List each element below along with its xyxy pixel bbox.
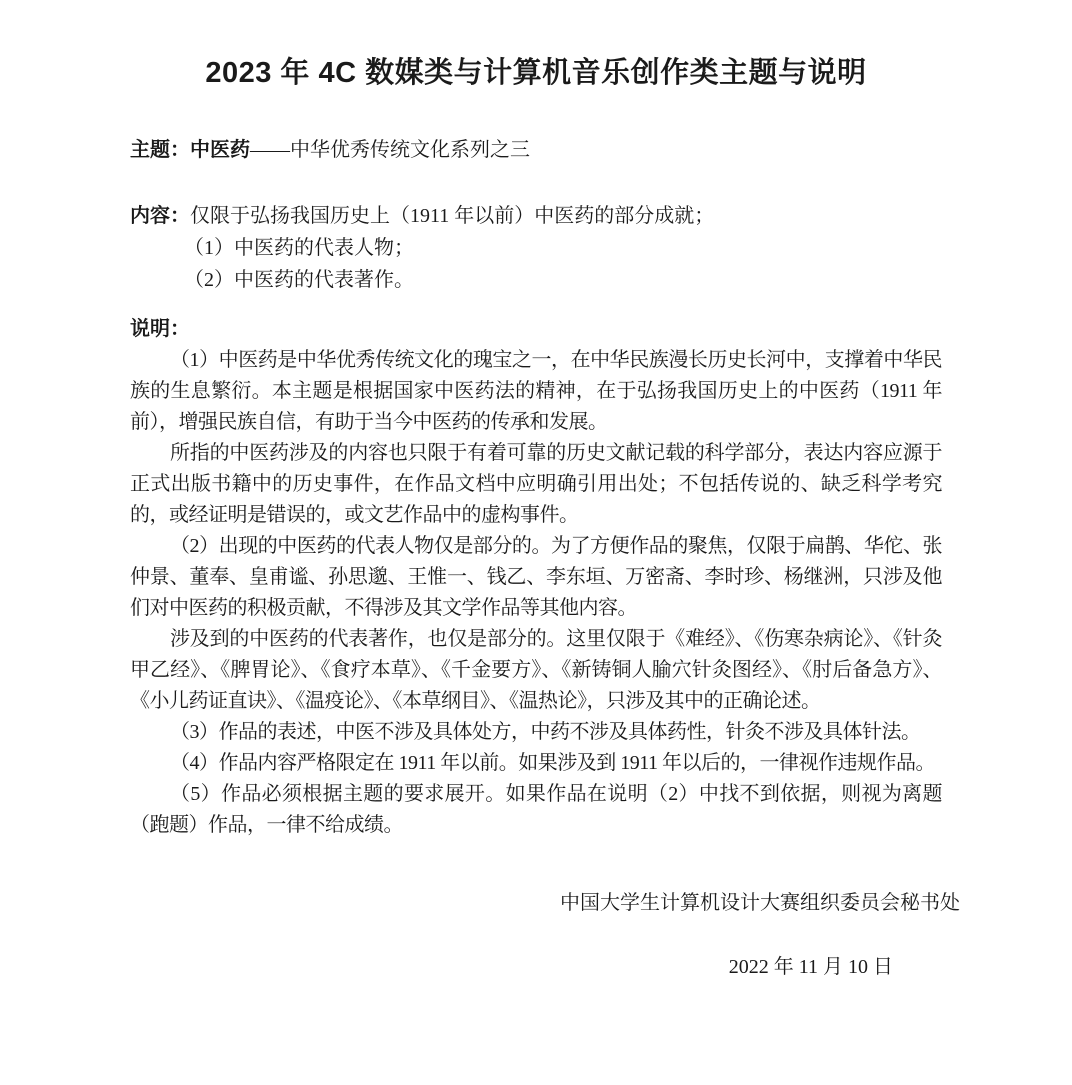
- content-line: [130, 201, 942, 232]
- signature-line: 中国大学生计算机设计大赛组织委员会秘书处: [560, 892, 960, 914]
- document-title: 2023 年 4C 数媒类与计算机音乐创作类主题与说明: [205, 57, 867, 89]
- subject-line: [130, 135, 942, 166]
- notes-paragraph-2: 所指的中医药涉及的内容也只限于有着可靠的历史文献记载的科学部分，表达内容应源于正式出版书籍中的历史事件，在作品文档中应明确引用出处；不包括传说的、缺乏科学考究的，或经证明是错误的，或文艺作品中的虚构事件。: [130, 442, 942, 526]
- subject-label: 主题：中医药: [130, 139, 250, 161]
- notes-paragraph-7: （5）作品必须根据主题的要求展开。如果作品在说明（2）中找不到依据，则视为离题（跑题）作品，一律不给成绩。: [130, 783, 942, 836]
- content-item-people: （1）中医药的代表人物；: [184, 237, 414, 259]
- notes-paragraph-5: （3）作品的表述，中医不涉及具体处方，中药不涉及具体药性，针灸不涉及具体针法。: [170, 721, 921, 743]
- notes-paragraph-6: （4）作品内容严格限定在 1911 年以前。如果涉及到 1911 年以后的，一律视作违规作品。: [170, 752, 936, 774]
- content-label: 内容：: [130, 205, 190, 227]
- notes-paragraph-4: 涉及到的中医药的代表著作，也仅是部分的。这里仅限于《难经》、《伤寒杂病论》、《针灸甲乙经》、《脾胃论》、《食疗本草》、《千金要方》、《新铸铜人腧穴针灸图经》、《肘后备急方》、《小儿药证直诀》、《温疫论》、《本草纲目》、《温热论》，只涉及其中的正确论述。: [130, 628, 942, 712]
- notes-paragraph-3: （2）出现的中医药的代表人物仅是部分的。为了方便作品的聚焦，仅限于扁鹊、华佗、张仲景、董奉、皇甫谧、孙思邈、王惟一、钱乙、李东垣、万密斋、李时珍、杨继洲，只涉及他们对中医药的积极贡献，不得涉及其文学作品等其他内容。: [130, 535, 942, 619]
- notes-paragraph-1: （1）中医药是中华优秀传统文化的瑰宝之一，在中华民族漫长历史长河中，支撑着中华民族的生息繁衍。本主题是根据国家中医药法的精神，在于弘扬我国历史上的中医药（1911 年前），增强民族自信，有助于当今中医药的传承和发展。: [130, 349, 942, 433]
- document-page: [0, 55, 1072, 1085]
- date-line: 2022 年 11 月 10 日: [728, 956, 893, 978]
- content-item-works: （2）中医药的代表著作。: [184, 269, 414, 291]
- notes-heading: [130, 314, 942, 345]
- content-intro-text: 仅限于弘扬我国历史上（1911 年以前）中医药的部分成就；: [190, 205, 715, 227]
- notes-label: 说明：: [130, 318, 190, 340]
- content-item-list: [130, 232, 942, 296]
- subject-text: ——中华优秀传统文化系列之三: [250, 139, 530, 161]
